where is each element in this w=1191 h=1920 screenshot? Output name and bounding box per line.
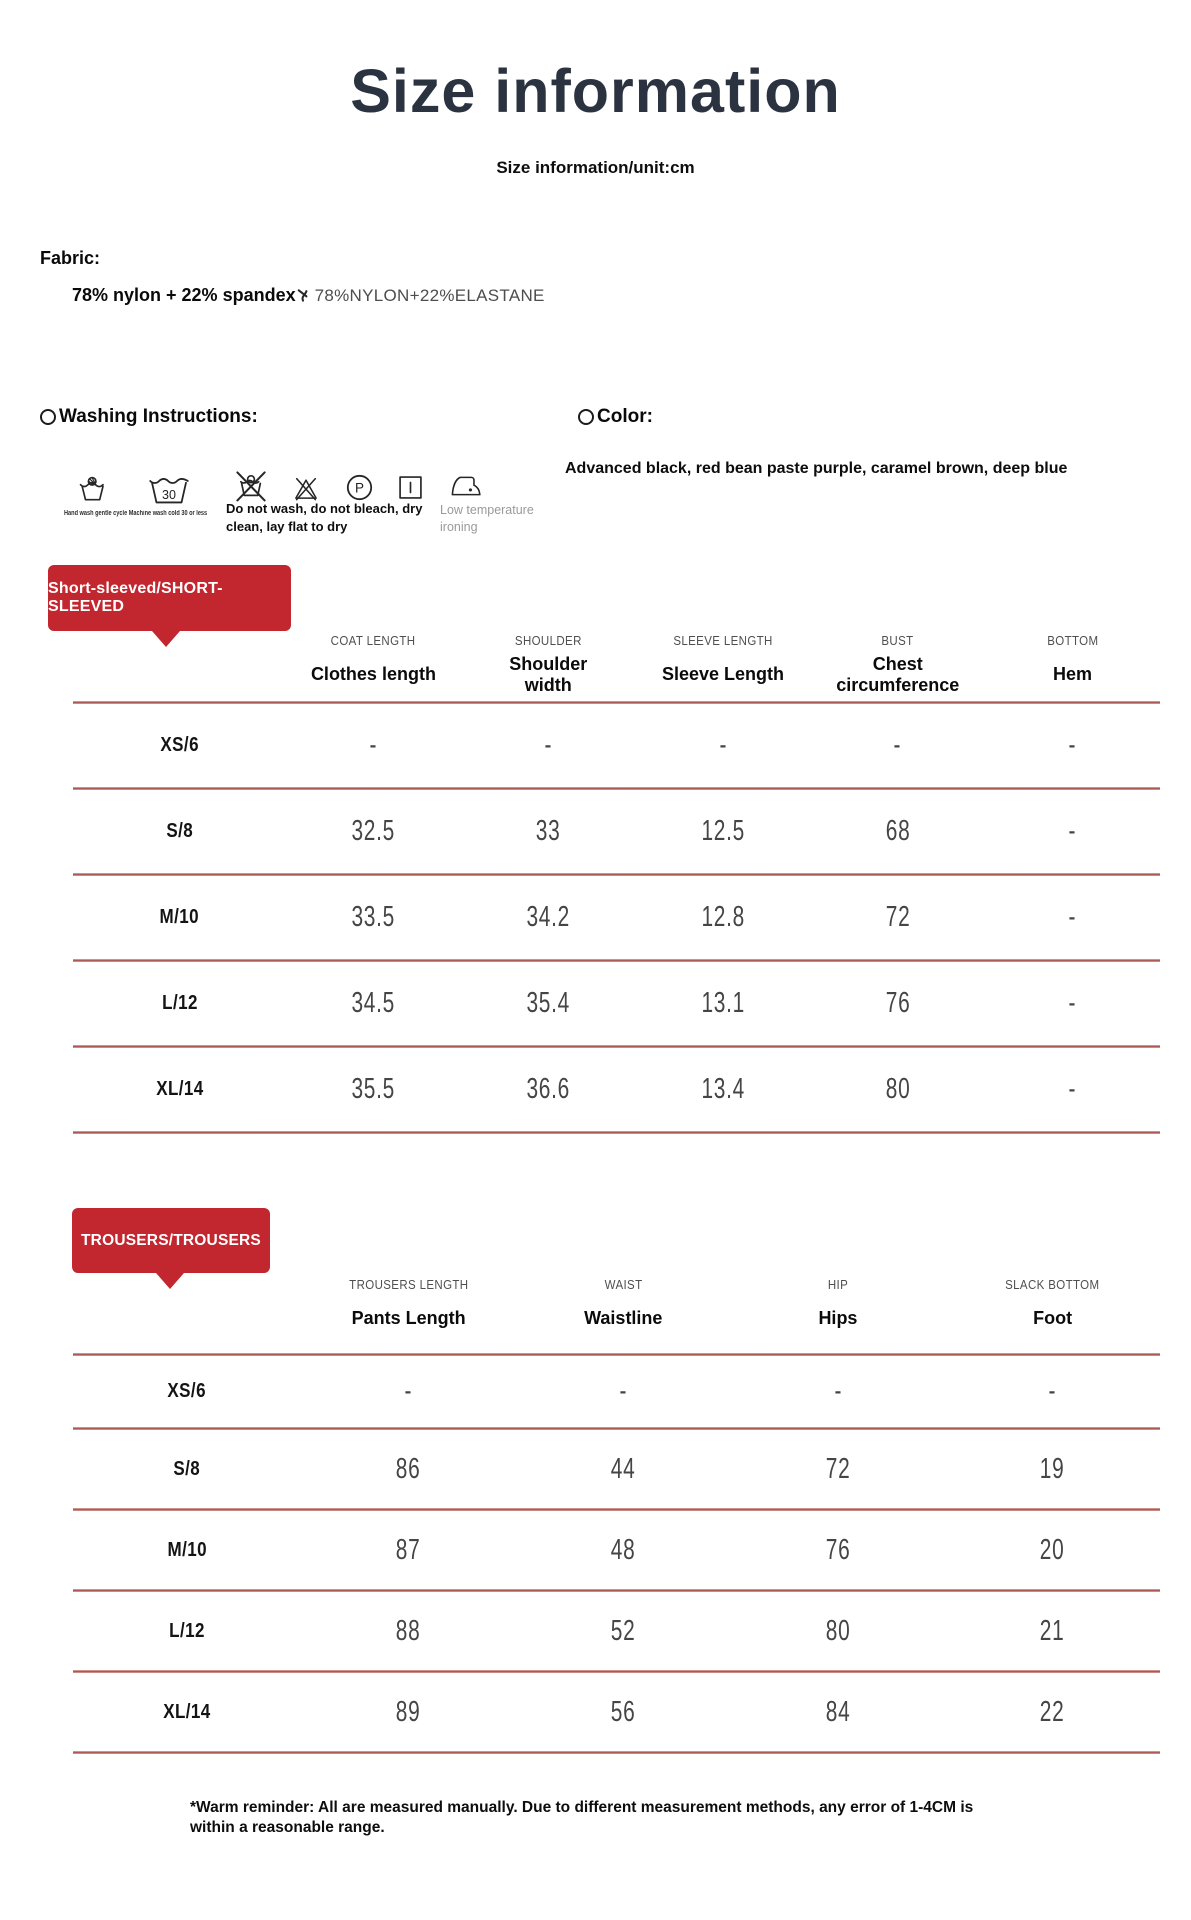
dry-clean-label: P [354,480,365,496]
table-row: XL/14 35.5 36.6 13.4 80 - [155,1073,1077,1105]
stray-cjk-glyph-icon [297,287,309,309]
column-header: WAIST Waistline [584,1278,663,1329]
table-row: XS/6 - - - - - [160,729,1077,761]
fabric-composition-en: 78%NYLON+22%ELASTANE [314,286,545,305]
handwash-caption: Hand wash gentle cycle Machine wash cold 30 or less [64,510,208,517]
table-row: L/12 34.5 35.4 13.1 76 - [161,987,1077,1019]
column-header: BOTTOM Hem [1046,634,1099,685]
line-dry-icon [398,475,423,500]
color-options: Advanced black, red bean paste purple, caramel brown, deep blue [565,460,1068,477]
iron-caption: Low temperature ironing [440,503,534,534]
column-header: BUST Chest circumference [836,634,960,695]
circle-bullet-icon [40,409,56,425]
short-sleeved-size-table [73,628,1160,1134]
measurement-disclaimer: *Warm reminder: All are measured manually. Due to different measurement methods, any error of 1-4CM is within a reasonable range. [190,1799,974,1837]
fabric-composition-line [72,285,545,309]
table-header-row [73,628,1160,701]
fabric-section [40,248,545,309]
low-temp-iron-icon [450,472,483,500]
fabric-label: Fabric: [40,248,101,268]
column-header: SLACK BOTTOM Foot [1005,1278,1100,1329]
circle-bullet-icon [578,409,594,425]
wash-temp-label: 30 [162,487,176,502]
washing-heading [40,406,580,428]
column-header: HIP Hips [818,1278,858,1329]
table-row: XS/6 - - - - [167,1375,1057,1407]
column-header: COAT LENGTH Clothes length [310,634,436,685]
color-heading [578,406,1125,428]
machine-wash-30-icon [148,472,190,506]
column-header: TROUSERS LENGTH Pants Length [348,1278,469,1329]
table-row: M/10 87 48 76 20 [167,1533,1065,1566]
fabric-composition: 78% nylon + 22% spandex [72,285,296,305]
divider [73,1751,1160,1754]
washing-icons-row [40,438,580,534]
do-not-wash-icon [234,468,268,504]
column-header: SLEEVE LENGTH Sleeve Length [661,634,785,685]
table-row: S/8 86 44 72 19 [173,1452,1065,1485]
trousers-size-table [73,1272,1160,1754]
color-heading-label: Color: [597,406,653,427]
washing-section [40,406,580,534]
page-subtitle: Size information/unit:cm [496,158,695,177]
header-spacer [73,1272,301,1353]
page-title: Size information [350,57,841,125]
trousers-badge: TROUSERS/TROUSERS [72,1208,270,1273]
short-sleeved-badge: Short-sleeved/SHORT-SLEEVED [48,565,291,631]
table-row: S/8 32.5 33 12.5 68 - [166,815,1077,847]
table-row: XL/14 89 56 84 22 [163,1695,1065,1728]
color-section [565,406,1125,478]
column-header: SHOULDER Shoulder width [509,634,588,695]
washing-heading-label: Washing Instructions: [59,406,258,427]
hand-wash-icon [78,470,108,506]
divider [73,1131,1160,1134]
table-row: M/10 33.5 34.2 12.8 72 - [159,901,1077,933]
table-row: L/12 88 52 80 21 [169,1614,1065,1647]
dry-clean-icon [346,474,373,501]
washcare-caption: Do not wash, do not bleach, dry clean, lay flat to dry [226,501,423,534]
table-header-row [73,1272,1160,1353]
